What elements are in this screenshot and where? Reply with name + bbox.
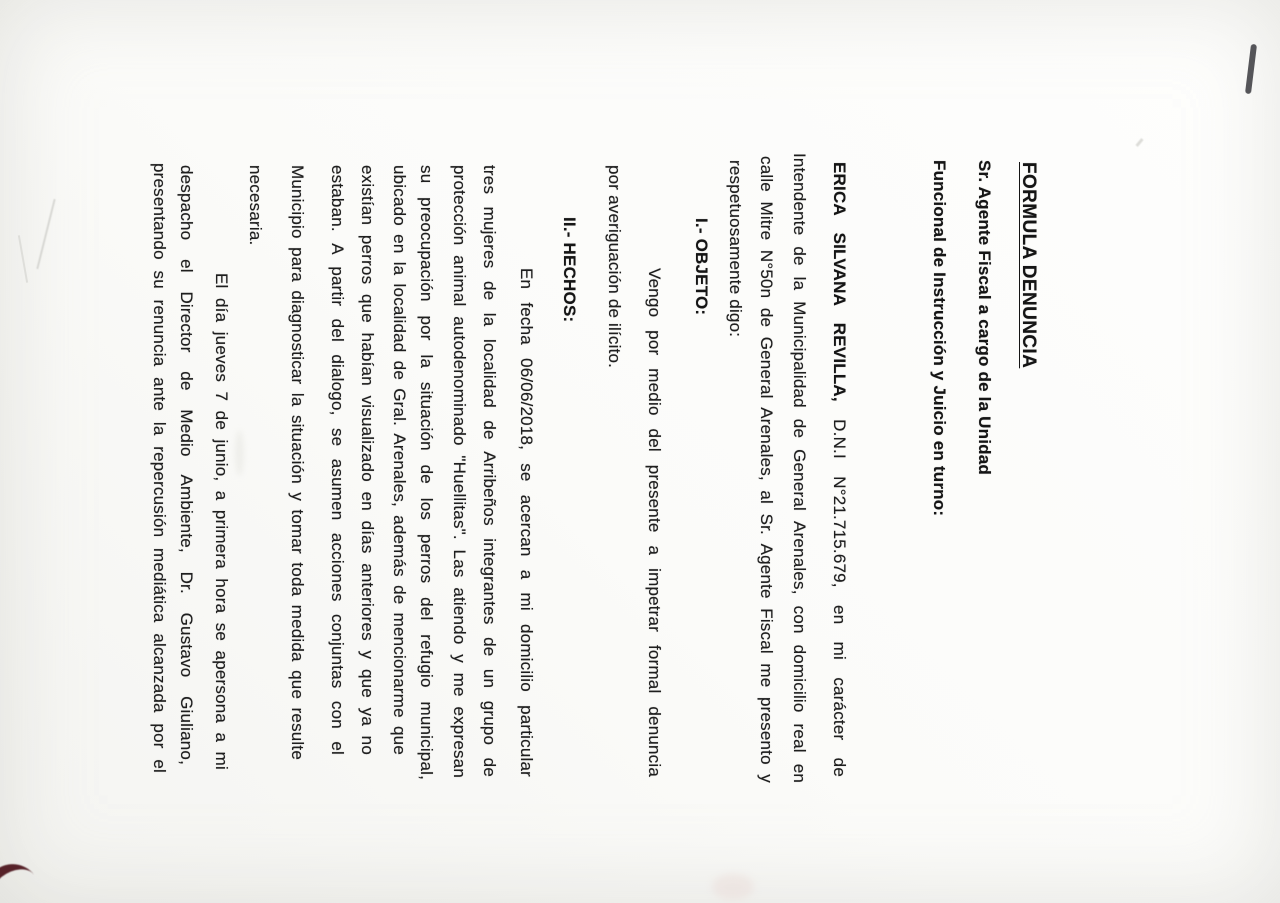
scratch-mark [36,199,55,269]
body-line: despacho el Director de Medio Ambiente, Dr. Gustavo Giuliano, [177,165,196,765]
addressee-line: Sr. Agente Fiscal a cargo de la Unidad [975,160,994,475]
body-line: estaban. A partir del dialogo, se asumen acciones conjuntas con el [328,165,347,755]
corner-pen-mark [0,853,51,903]
document-title: FORMULA DENUNCIA [1018,162,1039,369]
ink-speck [1135,138,1143,147]
text-run: D.N.I N°21.715.679, en mi carácter de [830,401,849,777]
body-line: El día jueves 7 de junio, a primera hora se apersona a mi [212,273,231,770]
section-heading-hechos: II.- HECHOS: [560,217,579,323]
body-line: existían perros que habían visualizado en días anteriores y que ya no [358,165,377,755]
smudge-mark [235,430,244,476]
body-line: su preocupación por la situación de los perros del refugio municipal, [417,165,436,780]
scratch-mark [18,235,28,283]
body-line: calle Mitre N°50n de General Arenales, al Sr. Agente Fiscal me presento y [757,156,776,783]
addressee-line: Funcional de Instrucción y Juicio en turno: [930,160,949,517]
body-line: Vengo por medio del presente a impetrar formal denuncia [645,268,664,777]
body-line: Intendente de la Municipalidad de General Arenales, con domicilio real en [790,153,809,783]
text-run: ERICA SILVANA REVILLA, [830,162,849,402]
body-line: En fecha 06/06/2018, se acercan a mi domicilio particular [517,268,536,777]
body-line: Municipio para diagnosticar la situación y tomar toda medida que resulte [288,165,307,760]
body-line: presentando su renuncia ante la repercusión mediática alcanzada por el [150,163,169,773]
body-line [827,162,851,777]
pen-mark [1245,44,1257,94]
body-line: necesaria. [246,165,265,246]
body-line: protección animal autodenominado "Huellitas". Las atiendo y me expresan [450,165,469,778]
body-line: ubicado en la localidad de Gral. Arenales, además de mencionarme que [390,165,409,755]
smudge-mark [712,874,754,900]
body-line: tres mujeres de la localidad de Arribeños integrantes de un grupo de [480,165,499,777]
body-line: por averiguación de ilícito. [605,165,624,369]
section-heading-objeto: I.- OBJETO: [692,218,711,316]
body-line: respetuosamente digo: [726,160,745,338]
